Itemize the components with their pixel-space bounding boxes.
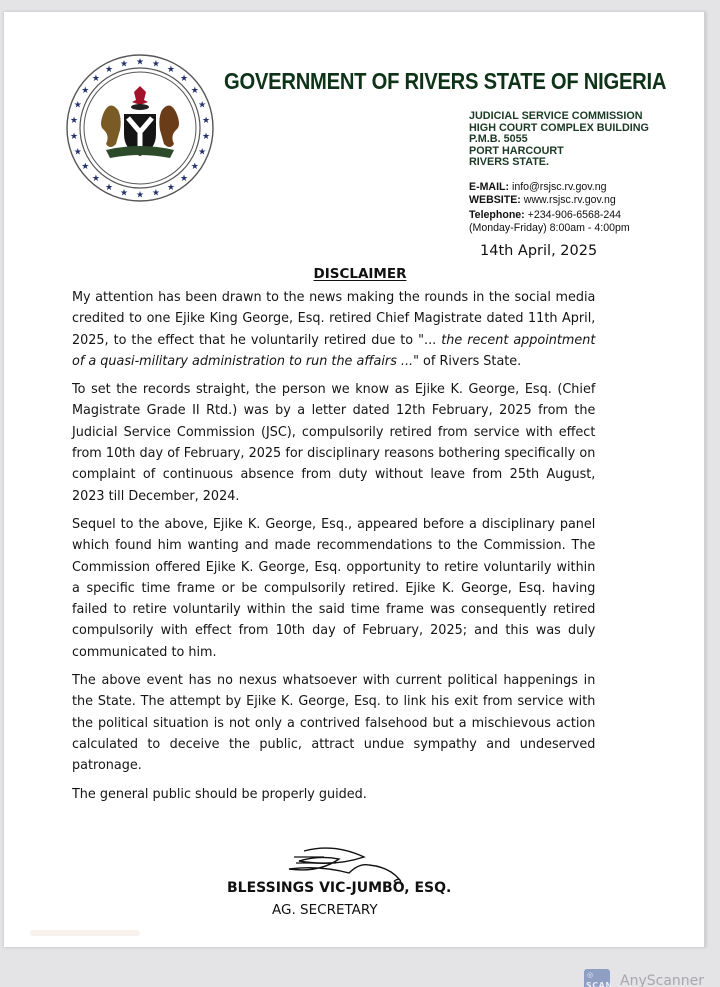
address-line: P.M.B. 5055 — [469, 133, 528, 146]
telephone-value: +234-906-6568-244 — [527, 209, 622, 221]
seal-star-icon: ★ — [91, 173, 100, 184]
telephone-line — [469, 209, 630, 222]
seal-star-icon: ★ — [180, 173, 189, 184]
disclaimer-heading: DISCLAIMER — [313, 266, 407, 282]
seal-star-icon: ★ — [166, 182, 175, 193]
email-line — [469, 181, 630, 194]
address-line: HIGH COURT COMPLEX BUILDING — [469, 121, 649, 134]
seal-star-icon: ★ — [198, 147, 207, 158]
seal-star-icon: ★ — [105, 65, 114, 76]
seal-star-icon: ★ — [120, 59, 129, 70]
seal-star-icon: ★ — [120, 188, 129, 199]
paragraph-4: The above event has no nexus whatsoever with current political happenings in the State. The attempt by Ejike K. George, Esq. to link his exit from service with the political situation is not only a contrived falsehood but a mischievous action calculated to deceive the public, attract undue sympathy and undeserved patronage. — [72, 673, 596, 774]
letter-body — [72, 287, 595, 812]
scanner-watermark — [584, 969, 704, 987]
seal-star-icon: ★ — [135, 190, 145, 201]
letter-date: 14th April, 2025 — [480, 243, 598, 259]
paragraph-5: The general public should be properly guided. — [72, 786, 367, 802]
address-block — [469, 111, 649, 169]
seal-star-icon: ★ — [201, 132, 211, 143]
government-title: GOVERNMENT OF RIVERS STATE OF NIGERIA — [224, 68, 667, 94]
seal-star-icon: ★ — [180, 74, 189, 85]
website-label: WEBSITE: — [469, 193, 521, 206]
quoted-italic-text: the recent appointment of a quasi-military administration to run the affairs ... — [72, 332, 596, 369]
seal-star-icon: ★ — [190, 86, 199, 97]
email-label: E-MAIL: — [469, 181, 510, 193]
seal-star-icon: ★ — [105, 182, 114, 193]
seal-star-icon: ★ — [166, 65, 175, 76]
seal-star-icon: ★ — [135, 57, 145, 68]
seal-star-icon: ★ — [198, 100, 207, 111]
paragraph-3: Sequel to the above, Ejike K. George, Esq., appeared before a disciplinary panel which found him wanting and made recommendations to the Commission. The Commission offered Ejike K. George, Esq. opportunity to retire voluntarily within a specific time frame or be compulsorily retired. Ejike K. George, Esq. having failed to retire voluntarily within the said time frame was consequently retired compulsorily with effect from 10th day of February, 2025; and this was duly communicated to him. — [72, 516, 596, 660]
website-line — [469, 194, 630, 207]
watermark-text: AnyScanner — [620, 973, 705, 987]
seal-star-icon: ★ — [91, 74, 100, 85]
office-hours: (Monday-Friday) 8:00am - 4:00pm — [469, 221, 630, 234]
coat-of-arms-seal-icon — [64, 52, 216, 204]
paragraph-2: To set the records straight, the person we know as Ejike K. George, Esq. (Chief Magistrate Grade II Rtd.) was by a letter dated 12th February, 2025 from the Judicial Service Commission (JSC), compulsorily retired from service with effect from 10th day of February, 2025 for disciplinary reasons bothering specifically on complaint of continuous absence from duty without leave from 25th August, 2023 till December, 2024. — [72, 382, 596, 504]
disclaimer-heading-wrap — [0, 266, 720, 282]
scan-app-icon: ◎ SCAN — [584, 969, 610, 987]
paragraph-text: My attention has been drawn to the news making the rounds in the social media credited to one Ejike King George, Esq. retired Chief Magistrate dated 11th April, 2025, to the effect that he voluntarily retired due to "... — [72, 290, 596, 348]
address-line: RIVERS STATE. — [469, 156, 549, 169]
contact-block — [469, 181, 630, 234]
seal-star-icon: ★ — [201, 115, 211, 126]
address-line: JUDICIAL SERVICE COMMISSION — [469, 110, 643, 122]
seal-star-icon: ★ — [73, 147, 82, 158]
signatory-title: AG. SECRETARY — [272, 902, 378, 918]
signatory-name: BLESSINGS VIC-JUMBO, ESQ. — [227, 880, 452, 896]
seal-star-icon: ★ — [73, 100, 82, 111]
seal-star-icon: ★ — [190, 161, 199, 172]
telephone-label: Telephone: — [469, 209, 525, 221]
page-edge — [704, 12, 706, 947]
seal-star-icon: ★ — [81, 86, 90, 97]
paragraph-1 — [72, 287, 595, 372]
website-link[interactable]: www.rsjsc.rv.gov.ng — [523, 193, 616, 206]
paragraph-text: " of Rivers State. — [413, 353, 522, 369]
email-link[interactable]: info@rsjsc.rv.gov.ng — [511, 181, 607, 193]
seal-star-icon: ★ — [81, 161, 90, 172]
seal-star-icon: ★ — [69, 115, 79, 126]
seal-star-icon: ★ — [69, 132, 79, 143]
seal-star-icon: ★ — [151, 59, 160, 70]
seal-star-icon: ★ — [151, 188, 160, 199]
signature-icon — [284, 843, 454, 885]
scan-smudge — [30, 930, 140, 936]
address-line: PORT HARCOURT — [469, 144, 564, 157]
